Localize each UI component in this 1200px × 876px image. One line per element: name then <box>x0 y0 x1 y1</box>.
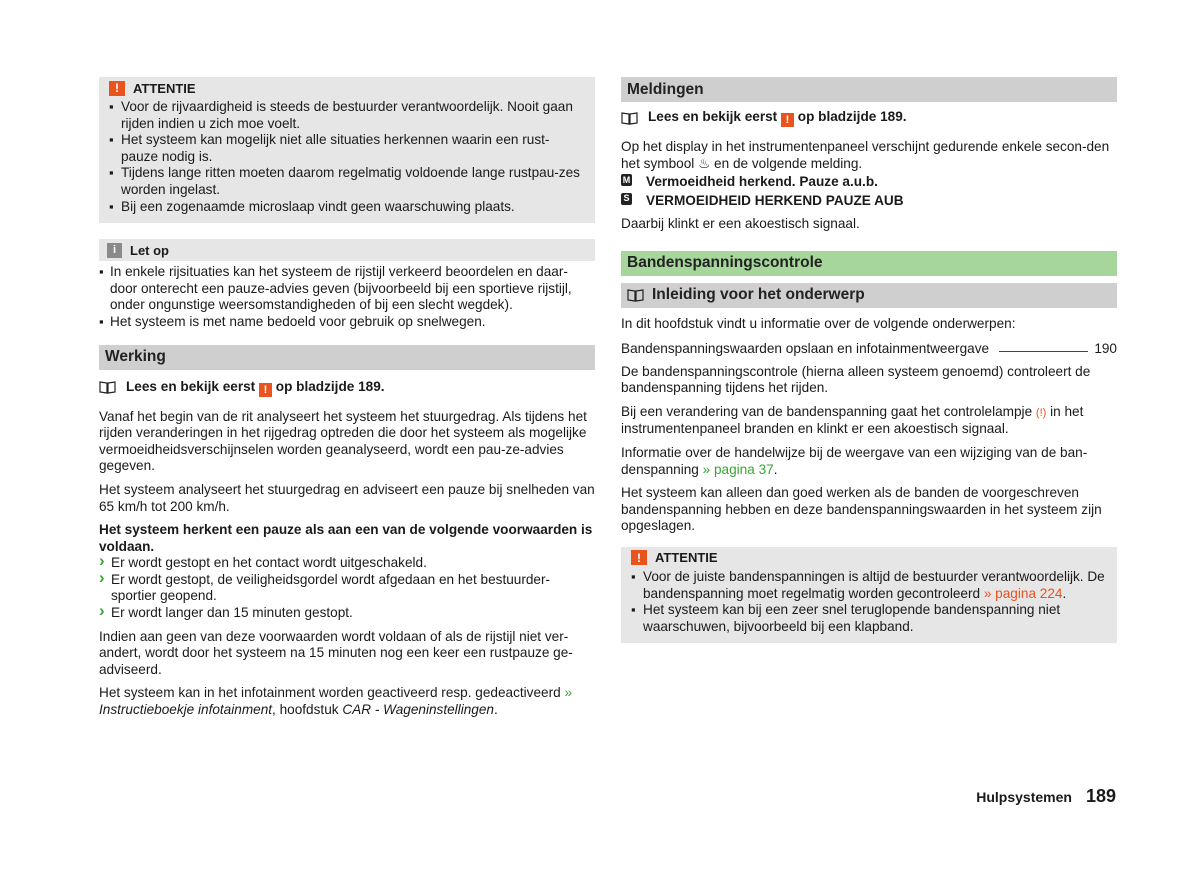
book-icon <box>99 381 116 394</box>
paragraph: Indien aan geen van deze voorwaarden wordt voldaan of als de rijstijl niet ver-andert, wordt door het systeem na 15 minuten nog een keer een rustpauze ge-adviseerd. <box>99 628 573 677</box>
page-footer <box>976 786 1116 807</box>
reference-text: Lees en bekijk eerst <box>648 109 778 124</box>
attention-text: Voor de juiste bandenspanningen is altijd de bestuurder verantwoordelijk. De bandenspanning moet regelmatig worden gecontroleerd <box>643 568 1105 601</box>
paragraph-bold: Het systeem herkent een pauze als aan een van de volgende voorwaarden is voldaan. <box>99 522 593 554</box>
toc-page: 190 <box>1094 340 1117 356</box>
attention-item: ▪ Voor de rijvaardigheid is steeds de bestuurder verantwoordelijk. Nooit gaan rijden indien u zich moe voelt. <box>109 99 585 132</box>
paragraph-text: . <box>493 702 498 718</box>
attention-header <box>631 549 1107 567</box>
info-icon: i <box>107 243 122 258</box>
note-title: Let op <box>130 242 169 258</box>
crossref-link[interactable]: » pagina 224 <box>983 585 1063 601</box>
chapter-heading: Bandenspanningscontrole <box>621 251 1117 276</box>
section-heading-werking: Werking <box>99 345 595 370</box>
paragraph <box>621 139 1117 172</box>
warning-icon: ! <box>631 550 647 565</box>
paragraph: In dit hoofdstuk vindt u informatie over de volgende onderwerpen: <box>621 315 1016 331</box>
section-heading-meldingen: Meldingen <box>621 77 1117 102</box>
paragraph-text: Informatie over de handelwijze bij de weergave van een wijziging van de ban-denspanning <box>621 444 1088 477</box>
right-column <box>621 77 1117 643</box>
tag-icon: M <box>622 174 631 185</box>
condition-item: › Er wordt gestopt en het contact wordt uitgeschakeld. <box>99 555 595 572</box>
warning-icon: ! <box>781 113 794 127</box>
coffee-cup-icon: ♨ <box>698 155 711 171</box>
book-icon <box>621 112 638 125</box>
attention-item: ▪ Het systeem kan bij een zeer snel teruglopende bandenspanning niet waarschuwen, bijvoorbeeld bij een klapband. <box>631 602 1107 635</box>
toc-leader <box>999 351 1088 352</box>
note-item: ▪ Het systeem is met name bedoeld voor gebruik op snelwegen. <box>99 314 595 331</box>
paragraph: Het systeem analyseert het stuurgedrag en adviseert een pauze bij snelheden van 65 km/h tot 200 km/h. <box>99 481 595 514</box>
book-icon <box>627 289 644 302</box>
message-text: Vermoeidheid herkend. Pauze a.u.b. <box>646 174 878 190</box>
message-item <box>621 193 1117 210</box>
attention-title: ATTENTIE <box>133 80 196 96</box>
paragraph-text: . <box>773 461 778 477</box>
manual-title: Instructieboekje infotainment <box>99 702 273 718</box>
condition-item: › Er wordt langer dan 15 minuten gestopt. <box>99 605 595 622</box>
reference-text: Lees en bekijk eerst <box>126 378 256 394</box>
toc-entry[interactable] <box>621 341 1117 356</box>
attention-item: ▪ Tijdens lange ritten moeten daarom regelmatig voldoende lange rustpau-zes worden ingelast. <box>109 165 585 198</box>
paragraph-text: Bij een verandering van de bandenspanning gaat het controlelampje <box>621 403 1033 419</box>
note-item: ▪ In enkele rijsituaties kan het systeem de rijstijl verkeerd beoordelen en daar-door onterecht een pauze-advies geven (bijvoorbeeld bij een sportieve rijstijl, onder ongunstige weersomstandigheden of bij een slecht wegdek). <box>99 264 595 314</box>
paragraph-text: Op het display in het instrumentenpaneel verschijnt gedurende enkele secon-den het symbool <box>621 139 1110 171</box>
footer-section: Hulpsystemen <box>976 789 1072 805</box>
attention-box <box>99 77 595 223</box>
paragraph: Vanaf het begin van de rit analyseert het systeem het stuurgedrag. Als tijdens het rijden veranderingen in het rijgedrag optreden die door het systeem als mogelijke vermoeidheidsverschijnselen worden geanalyseerd, wordt een pau-ze-advies gegeven. <box>99 408 587 474</box>
reference-line <box>621 109 1117 127</box>
attention-title: ATTENTIE <box>655 550 718 566</box>
page-number: 189 <box>1085 786 1116 806</box>
attention-item: ▪ Het systeem kan mogelijk niet alle situaties herkennen waarin een rust-pauze nodig is. <box>109 132 585 165</box>
paragraph-text: Het systeem kan in het infotainment worden geactiveerd resp. gedeactiveerd <box>99 685 561 701</box>
paragraph-text: in het instrumentenpaneel branden en klinkt er een akoestisch signaal. <box>621 403 1084 437</box>
crossref-link[interactable]: » <box>564 685 573 701</box>
message-text: VERMOEIDHEID HERKEND PAUZE AUB <box>646 192 904 208</box>
reference-line <box>99 379 595 397</box>
reference-page: op bladzijde 189. <box>275 378 385 394</box>
attention-box <box>621 547 1117 643</box>
tag-icon: S <box>621 193 632 205</box>
subsection-title: Inleiding voor het onderwerp <box>652 286 865 304</box>
paragraph <box>621 404 1117 438</box>
chapter-title: CAR - Wageninstellingen <box>342 702 494 718</box>
warning-icon: ! <box>259 383 272 397</box>
crossref-link[interactable]: » pagina 37 <box>702 461 774 477</box>
reference-page: op bladzijde 189. <box>797 109 907 124</box>
tpms-warning-icon: (!) <box>1035 406 1047 419</box>
subsection-heading <box>621 283 1117 308</box>
paragraph: Daarbij klinkt er een akoestisch signaal. <box>621 216 860 232</box>
attention-header <box>109 79 585 97</box>
attention-item: ▪ Bij een zogenaamde microslaap vindt geen waarschuwing plaats. <box>109 199 585 216</box>
paragraph-text: , hoofdstuk <box>272 702 339 718</box>
message-item <box>621 174 1117 191</box>
paragraph-text: en de volgende melding. <box>714 155 863 171</box>
left-column <box>99 77 595 719</box>
paragraph: De bandenspanningscontrole (hierna alleen systeem genoemd) controleert de bandenspanning tijdens het rijden. <box>621 363 1091 396</box>
paragraph: Het systeem kan alleen dan goed werken als de banden de voorgeschreven bandenspanning hebben en deze bandenspanningswaarden in het systeem zijn opgeslagen. <box>621 485 1102 534</box>
attention-text: . <box>1062 585 1067 601</box>
warning-icon: ! <box>109 81 125 96</box>
paragraph <box>99 685 595 718</box>
paragraph <box>621 445 1117 478</box>
toc-label: Bandenspanningswaarden opslaan en infotainmentweergave <box>621 340 990 356</box>
note-header <box>99 239 595 261</box>
attention-item <box>631 569 1107 602</box>
condition-item: › Er wordt gestopt, de veiligheidsgordel wordt afgedaan en het bestuurder-sportier geopend. <box>99 572 595 605</box>
